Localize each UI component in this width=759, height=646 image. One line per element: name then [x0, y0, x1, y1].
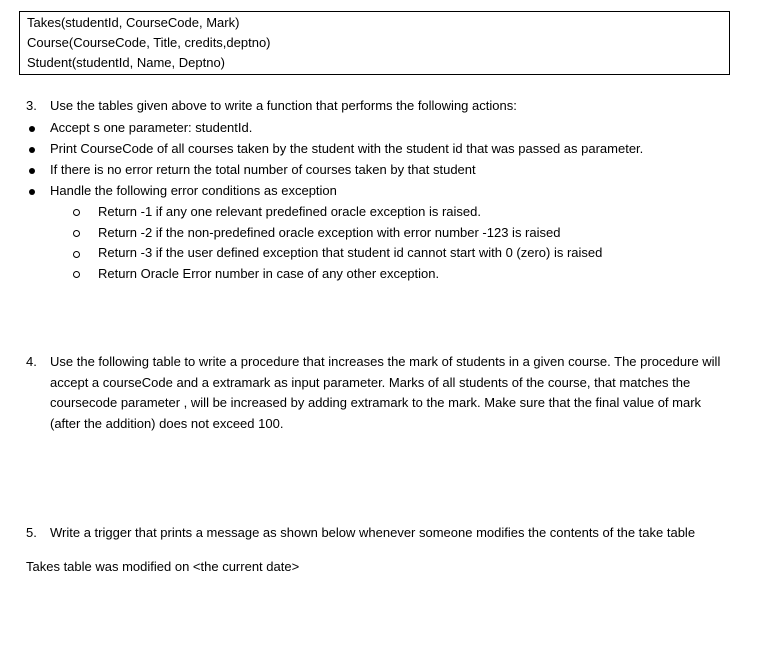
bullet-icon — [29, 189, 35, 195]
schema-course: Course(CourseCode, Title, credits,deptno) — [27, 35, 271, 50]
q3-bullet-1: Accept s one parameter: studentId. — [50, 120, 253, 135]
q5-number: 5. — [26, 525, 37, 540]
q4-text: Use the following table to write a procedure that increases the mark of students in a given course. The procedure will accept a courseCode and a extramark as input parameter. Marks of all students of the course, that matches the coursecode parameter , will be increased by adding extramark to the mark. Make sure that the final value of mark (after the addition) does not exceed 100. — [50, 354, 721, 431]
q3-bullet-2: Print CourseCode of all courses taken by the student with the student id that was passed as parameter. — [50, 141, 644, 156]
q5-text: Write a trigger that prints a message as shown below whenever someone modifies the contents of the take table — [50, 525, 696, 540]
schema-takes: Takes(studentId, CourseCode, Mark) — [27, 15, 240, 30]
circle-bullet-icon — [73, 251, 80, 258]
circle-bullet-icon — [73, 230, 80, 237]
circle-bullet-icon — [73, 209, 80, 216]
q3-number: 3. — [26, 98, 37, 113]
bullet-icon — [29, 168, 35, 174]
q3-sub-bullet-3: Return -3 if the user defined exception that student id cannot start with 0 (zero) is raised — [98, 245, 603, 260]
q3-sub-bullet-1: Return -1 if any one relevant predefined oracle exception is raised. — [98, 204, 481, 219]
q3-sub-bullet-2: Return -2 if the non-predefined oracle exception with error number -123 is raised — [98, 225, 561, 240]
q3-bullet-3: If there is no error return the total number of courses taken by that student — [50, 162, 476, 177]
q3-sub-bullet-4: Return Oracle Error number in case of any other exception. — [98, 266, 440, 281]
q3-intro: Use the tables given above to write a function that performs the following actions: — [50, 98, 517, 113]
q4-number: 4. — [26, 354, 37, 369]
schema-box — [19, 11, 730, 75]
q5-message: Takes table was modified on <the current date> — [26, 559, 300, 574]
q3-bullet-4: Handle the following error conditions as exception — [50, 183, 337, 198]
bullet-icon — [29, 147, 35, 153]
bullet-icon — [29, 126, 35, 132]
schema-student: Student(studentId, Name, Deptno) — [27, 55, 226, 70]
circle-bullet-icon — [73, 271, 80, 278]
